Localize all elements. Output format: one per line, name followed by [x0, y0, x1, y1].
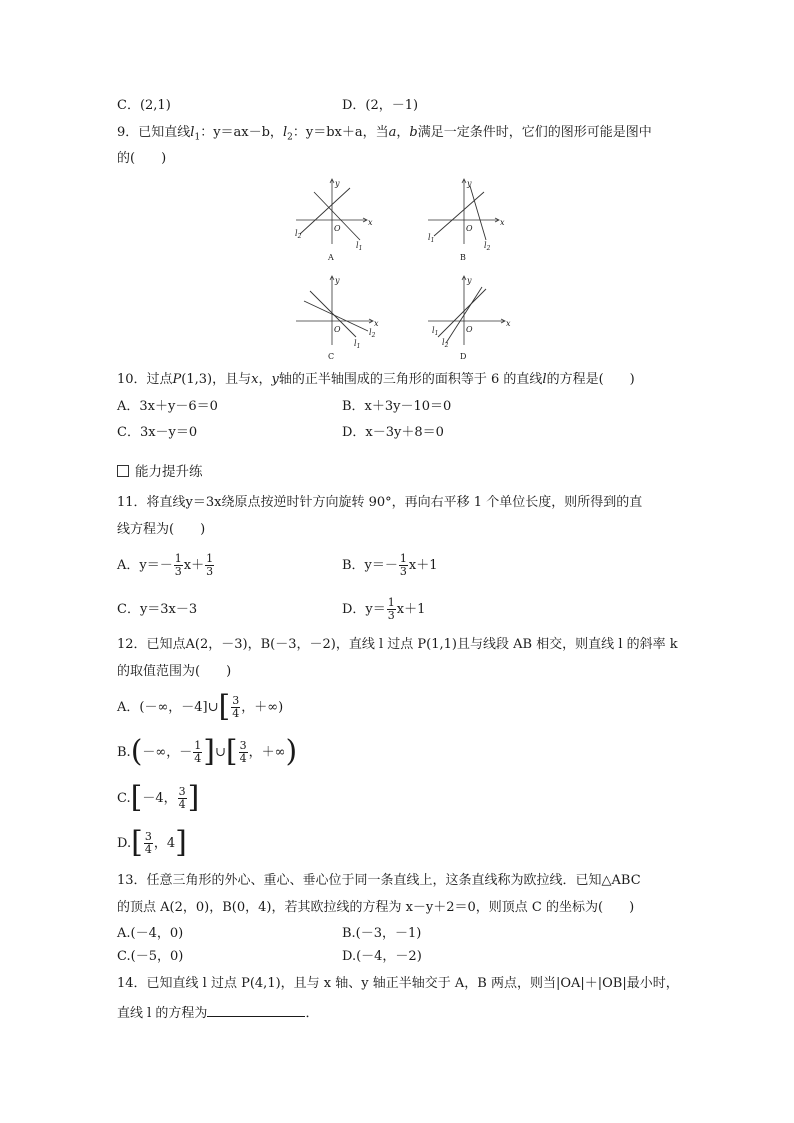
q11-option-c: C．y＝3x－3 [117, 602, 198, 617]
figure-label-d: D [460, 352, 467, 361]
q13-option-a: A.(－4，0) [117, 926, 184, 941]
x-label: x [374, 319, 379, 328]
q13-stem-line2: 的顶点 A(2，0)，B(0，4)，若其欧拉线的方程为 x－y＋2＝0，则顶点 C 的坐标为( ) [117, 900, 635, 915]
l2-label: $l_2$ [369, 328, 376, 339]
l2-label: $l_2$ [442, 338, 449, 349]
q11-option-b: B．y＝－ $\frac{1}{3}$ x＋1 [342, 552, 438, 578]
answer-blank[interactable] [207, 1003, 305, 1017]
origin-label: O [334, 224, 341, 233]
q9-figure-a [290, 178, 380, 268]
y-label: y [335, 276, 340, 285]
line-l1 [310, 291, 356, 337]
q8-option-c: C．(2,1) [117, 98, 171, 113]
q11-option-d: D．y＝ $\frac{1}{3}$ x＋1 [342, 596, 426, 622]
q13-option-b: B.(－3，－1) [342, 926, 422, 941]
q10-option-d: D．x－3y＋8＝0 [342, 425, 444, 440]
q9-figure-d [422, 275, 517, 365]
q12-option-a: A．(－∞，－4]∪[ $\frac{3}{4}$ ，＋∞) [117, 689, 284, 724]
q9-figure-c [290, 275, 385, 365]
y-label: y [335, 179, 340, 188]
figure-label-b: B [460, 253, 466, 262]
q10-option-c: C．3x－y＝0 [117, 425, 198, 440]
x-label: x [368, 218, 373, 227]
figure-label-c: C [328, 352, 335, 361]
line-l2 [300, 188, 350, 234]
q12-stem-line2: 的取值范围为( ) [117, 664, 232, 679]
q13-option-c: C.(－5，0) [117, 949, 184, 964]
section-header: 能力提升练 [117, 460, 203, 480]
line-l1 [434, 192, 484, 236]
line-l1 [438, 289, 486, 337]
l1-label: $l_1$ [428, 233, 435, 244]
q13-stem-line1: 13．任意三角形的外心、重心、垂心位于同一条直线上，这条直线称为欧拉线．已知△ABC [117, 873, 641, 888]
q14-stem-line2: 直线 l 的方程为 ． [117, 1003, 318, 1023]
q11-stem-line2: 线方程为( ) [117, 522, 206, 537]
q11-stem-line1: 11．将直线y＝3x绕原点按逆时针方向旋转 90°，再向右平移 1 个单位长度，则所得到的直 [117, 495, 643, 510]
q9-stem-line1: 9．已知直线$l_1$：y＝ax－b，$l_2$：y＝bx＋a，当a，b满足一定条件时，它们的图形可能是图中 [117, 125, 652, 143]
q11-option-a: A．y＝－ $\frac{1}{3}$ x＋ $\frac{1}{3}$ [117, 552, 214, 578]
x-label: x [506, 319, 511, 328]
y-label: y [467, 179, 472, 188]
q10-stem: 10．过点P(1,3)，且与x，y轴的正半轴围成的三角形的面积等于 6 的直线l的方程是( ) [117, 372, 635, 387]
q14-stem-line1: 14．已知直线 l 过点 P(4,1)，且与 x 轴、y 轴正半轴交于 A，B 两点，则当|OA|＋|OB|最小时， [117, 976, 679, 991]
x-label: x [500, 218, 505, 227]
l1-label: $l_1$ [432, 326, 439, 337]
square-icon [117, 465, 129, 477]
figure-label-a: A [328, 253, 334, 262]
q13-option-d: D.(－4，－2) [342, 949, 422, 964]
q12-option-d: D.[ $\frac{3}{4}$ ，4] [117, 825, 187, 860]
origin-label: O [466, 224, 473, 233]
q12-option-c: C.[－4， $\frac{3}{4}$ ] [117, 780, 200, 815]
l2-label: $l_2$ [484, 241, 491, 252]
q8-option-d: D．(2，－1) [342, 98, 419, 113]
q12-option-b: B.(－∞，－ $\frac{1}{4}$ ]∪[ $\frac{3}{4}$ ，＋∞) [117, 734, 298, 769]
origin-label: O [466, 325, 473, 334]
y-label: y [467, 276, 472, 285]
q10-option-a: A．3x＋y－6＝0 [117, 399, 218, 414]
q9-stem-line2: 的( ) [117, 151, 167, 166]
l1-label: $l_1$ [354, 339, 361, 350]
l1-label: $l_1$ [356, 241, 363, 252]
q10-option-b: B．x＋3y－10＝0 [342, 399, 452, 414]
q9-figure-b [422, 178, 512, 268]
l2-label: $l_2$ [295, 229, 302, 240]
q12-stem-line1: 12．已知点A(2，－3)，B(－3，－2)，直线 l 过点 P(1,1)且与线段 AB 相交，则直线 l 的斜率 k [117, 637, 678, 652]
origin-label: O [334, 325, 341, 334]
